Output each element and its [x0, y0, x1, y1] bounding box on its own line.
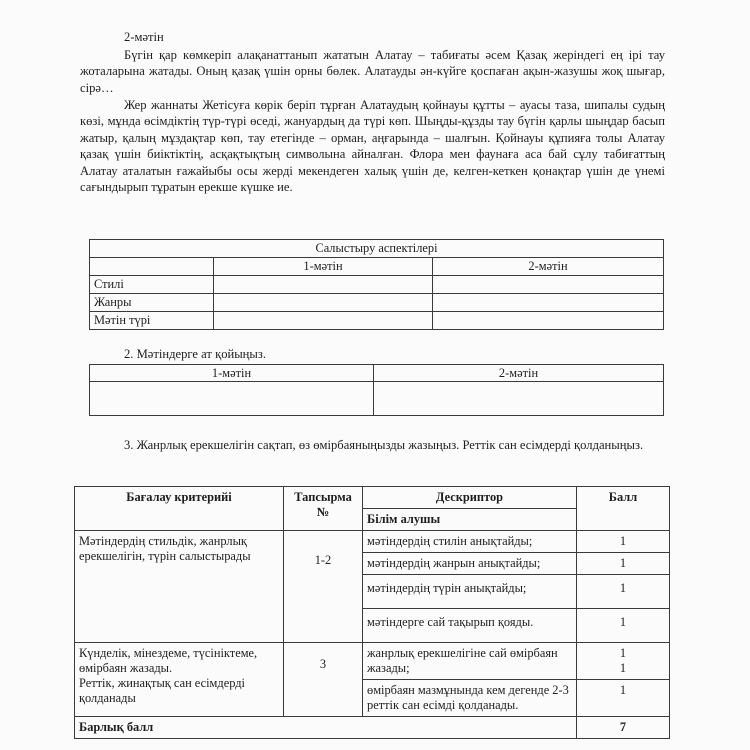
- titles-col-1: 1-мәтін: [90, 365, 374, 382]
- rubric-score: 1: [577, 609, 670, 643]
- rubric-total-value: 7: [577, 717, 670, 739]
- comparison-cell: [433, 276, 664, 294]
- table-row: [75, 717, 670, 739]
- rubric-score: 1: [577, 531, 670, 553]
- comparison-table: [89, 239, 664, 330]
- table-row: [75, 531, 670, 553]
- rubric-score-a: 1: [619, 646, 627, 660]
- comparison-cell: [433, 294, 664, 312]
- comparison-col-1: 1-мәтін: [214, 258, 433, 276]
- table-row: [90, 294, 664, 312]
- text2-heading: 2-мәтін: [124, 30, 164, 44]
- rubric-criterion-1: Мәтіндердің стильдік, жанрлық ерекшелігін, түрін салыстырады: [75, 531, 284, 643]
- table-row: [90, 312, 664, 330]
- rubric-task-2: 3: [284, 643, 363, 717]
- comparison-row-label: Стилі: [90, 276, 214, 294]
- rubric-task-1: 1-2: [284, 531, 363, 643]
- task3-prompt: 3. Жанрлық ерекшелігін сақтап, өз өмірбаяныңызды жазыңыз. Реттік сан есімдерді қолданыңыз.: [124, 438, 644, 452]
- titles-col-2: 2-мәтін: [374, 365, 664, 382]
- titles-table: [89, 364, 664, 416]
- comparison-cell: [214, 312, 433, 330]
- rubric-criterion-2: [75, 643, 284, 717]
- rubric-descriptor: мәтіндерге сай тақырып қояды.: [363, 609, 577, 643]
- titles-answer-cell-2: [374, 382, 664, 416]
- rubric-descriptor: өмірбаян мазмұнында кем дегенде 2-3 реттік сан есімді қолданады.: [363, 680, 577, 717]
- table-row: [90, 276, 664, 294]
- rubric-header-task: Тапсырма №: [284, 487, 363, 531]
- rubric-descriptor: мәтіндердің жанрын анықтайды;: [363, 553, 577, 575]
- titles-answer-cell-1: [90, 382, 374, 416]
- rubric-score: 1: [577, 553, 670, 575]
- rubric-score: 1: [577, 575, 670, 609]
- rubric-total-label: Барлық балл: [75, 717, 577, 739]
- comparison-cell: [214, 294, 433, 312]
- comparison-cell: [433, 312, 664, 330]
- table-row: [75, 643, 670, 680]
- rubric-score: 1: [577, 680, 670, 717]
- comparison-row-label: Жанры: [90, 294, 214, 312]
- comparison-table-corner: [90, 258, 214, 276]
- rubric-header-criteria: Бағалау критерийі: [75, 487, 284, 531]
- comparison-row-label: Мәтін түрі: [90, 312, 214, 330]
- comparison-cell: [214, 276, 433, 294]
- task2-prompt: 2. Мәтіндерге ат қойыңыз.: [124, 347, 267, 361]
- comparison-col-2: 2-мәтін: [433, 258, 664, 276]
- rubric-criterion-2-line-2: Реттік, жинақтық сан есімдерді қолданады: [79, 676, 245, 705]
- rubric-descriptor: жанрлық ерекшелігіне сай өмірбаян жазады;: [363, 643, 577, 680]
- rubric-score: [577, 643, 670, 680]
- comparison-table-title: Салыстыру аспектілері: [90, 240, 664, 258]
- rubric-criterion-2-line-1: Күнделік, мінездеме, түсініктеме, өмірбаян жазады.: [79, 646, 258, 675]
- rubric-table: [74, 486, 670, 739]
- text2-paragraph-1: Бүгін қар көмкеріп алақанаттанып жататын Алатау – табиғаты әсем Қазақ жеріндегі ең ірі тау жоталарына жатады. Оның қазақ үшін орны бөлек. Алатауды ән-күйге қоспаған ақын-жазушы жоқ шығар, сірә…: [80, 48, 665, 95]
- rubric-header-score: Балл: [577, 487, 670, 531]
- rubric-header-learner: Білім алушы: [363, 509, 577, 531]
- rubric-descriptor: мәтіндердің түрін анықтайды;: [363, 575, 577, 609]
- rubric-score-b: 1: [619, 661, 627, 675]
- rubric-header-descriptor: Дескриптор: [363, 487, 577, 509]
- rubric-descriptor: мәтіндердің стилін анықтайды;: [363, 531, 577, 553]
- text2-paragraph-2: Жер жаннаты Жетісуға көрік беріп тұрған Алатаудың қойнауы құтты – ауасы таза, шипалы судың көзі, мұнда өсімдіктің түр-түрі өседі, жануардың да түрі көп. Шыңды-құзды тау бүгін қарлы шыңдар басып жатыр, қалың мұздақтар көп, тау етегінде – орман, аңғарында – шалғын. Қойнауы құпияға толы Алатау қазақ үшін биіктіктің, асқақтықтың символына айналған. Флора мен фаунаға аса бай сұлу табиғаттың Алатау аталатын ғажайыбы осы жерді мекендеген халық үшін де, келген-кеткен қонақтар үшін де үнемі сағындырып тұратын ерекше күшке ие.: [80, 98, 665, 195]
